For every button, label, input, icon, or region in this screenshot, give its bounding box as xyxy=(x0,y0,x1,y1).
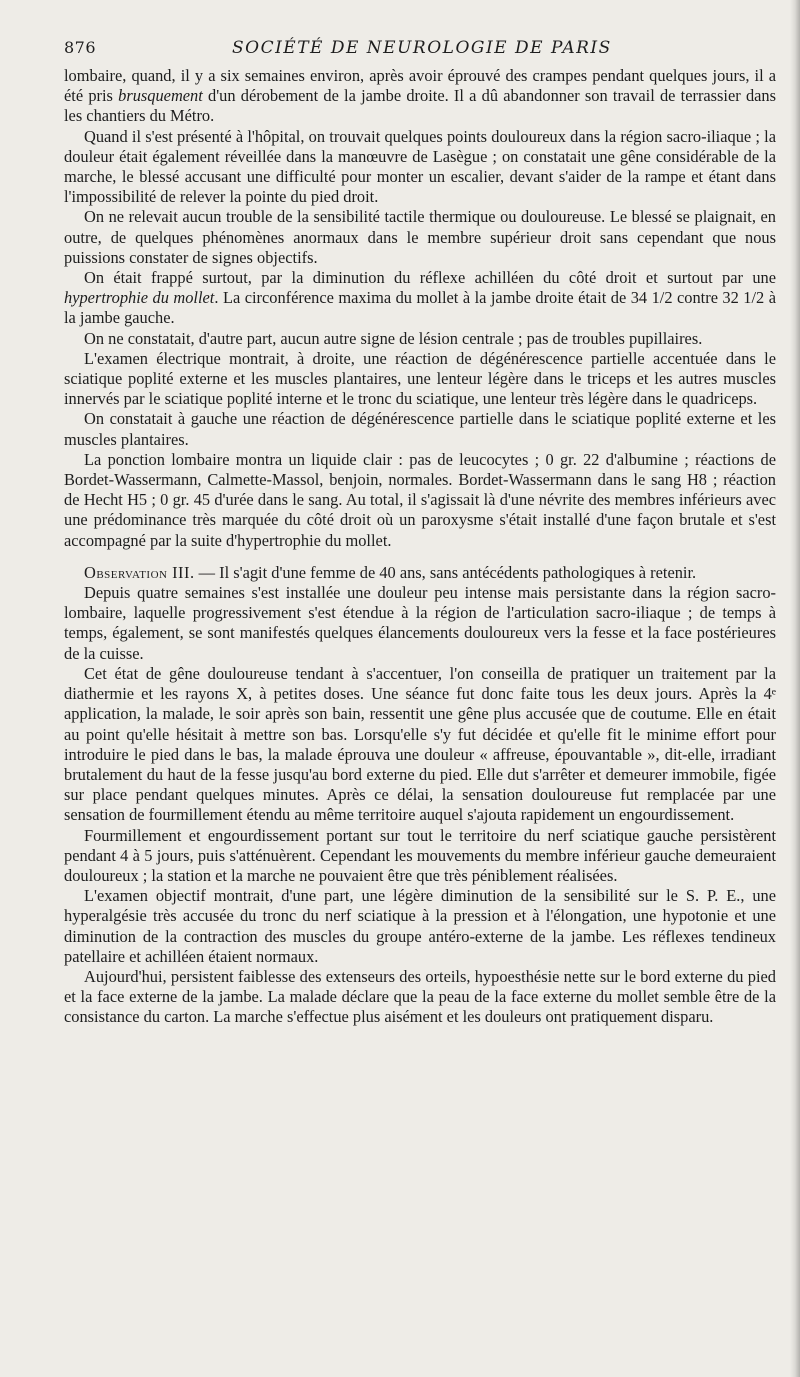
paragraph xyxy=(64,450,776,551)
paragraph-continuation xyxy=(64,66,776,127)
page-edge-shadow xyxy=(790,0,800,1377)
text-run: — Il s'agit d'une femme de 40 ans, sans antécédents pathologiques à retenir. xyxy=(194,562,697,582)
emphasis-text: brusquement xyxy=(118,86,203,106)
text-run: Cet état de gêne douloureuse tendant à s'accentuer, l'on conseilla de pratiquer un traitement par la diathermie et les rayons X, à petites doses. Une séance fut donc faite tous les deux jours. Après la 4ᵉ application, la malade, le soir après son bain, ressentit une gêne plus accusée que de coutume. Elle en était au point qu'elle hésitait à mettre son bas. Lorsqu'elle s'y fut décidée et qu'elle fit le minime effort pour introduire le pied dans le bas, la malade éprouva une douleur « affreuse, épouvantable », dit-elle, irradiant brutalement du haut de la fesse jusqu'au bord externe du pied. Elle dut s'arrêter et demeurer immobile, figée sur place pendant quelques minutes. Après ce délai, la sensation douloureuse fut remplacée par une sensation de fourmillement étendu au même territoire auquel s'ajouta rapidement un engourdissement. xyxy=(64,663,776,825)
paragraph xyxy=(64,329,776,349)
paragraph xyxy=(64,207,776,268)
text-run: L'examen électrique montrait, à droite, une réaction de dégénérescence partielle accentuée dans le sciatique poplité externe et les muscles plantaires, une lenteur légère dans le triceps et les autres muscles innervés par le sciatique poplité interne et le tronc du sciatique, une lenteur très légère dans le quadriceps. xyxy=(64,348,776,409)
running-title: SOCIÉTÉ DE NEUROLOGIE DE PARIS xyxy=(232,38,612,58)
paragraph xyxy=(64,127,776,208)
text-run: La ponction lombaire montra un liquide clair : pas de leucocytes ; 0 gr. 22 d'albumine ; réactions de Bordet-Wassermann, Calmette-Massol, benjoin, normales. Bordet-Wassermann dans le sang H8 ; réaction de Hecht H5 ; 0 gr. 45 d'urée dans le sang. Au total, il s'agissait là d'une névrite des membres inférieurs avec une prédominance très marquée du côté droit où un paroxysme s'était installé d'une façon brutale et s'est accompagné par la suite d'hypertrophie du mollet. xyxy=(64,449,776,550)
page-number: 876 xyxy=(64,38,97,57)
paragraph xyxy=(64,967,776,1028)
text-run: lombaire, quand, il y a six semaines environ, après avoir éprouvé des crampes pendant quelques jours, il a été pris xyxy=(64,66,776,106)
emphasis-text: hypertrophie du mollet xyxy=(64,288,215,308)
text-run: L'examen objectif montrait, d'une part, une légère diminution de la sensibilité sur le S. P. E., une hyperalgésie très accusée du tronc du nerf sciatique à la pression et à l'élongation, une hypotonie et une diminution de la contraction des muscles du groupe antéro-externe de la jambe. Les réflexes tendineux patellaire et achilléen étaient normaux. xyxy=(64,886,776,966)
text-run: . La circonférence maxima du mollet à la jambe droite était de 34 1/2 contre 32 1/2 à la jambe gauche. xyxy=(64,288,776,328)
paragraph xyxy=(64,886,776,967)
paragraph xyxy=(64,664,776,826)
text-run: d'un dérobement de la jambe droite. Il a dû abandonner son travail de terrassier dans les chantiers du Métro. xyxy=(64,86,776,126)
paragraph xyxy=(64,268,776,329)
text-run: Fourmillement et engourdissement portant sur tout le territoire du nerf sciatique gauche persistèrent pendant 4 à 5 jours, puis s'atténuèrent. Cependant les mouvements du membre inférieur gauche demeuraient douloureux ; la station et la marche ne pouvaient être que très péniblement réalisées. xyxy=(64,825,776,885)
text-run: Quand il s'est présenté à l'hôpital, on trouvait quelques points douloureux dans la région sacro-iliaque ; la douleur était également réveillée dans la manœuvre de Lasègue ; on constatait une gêne considérable de la marche, le blessé accusant une difficulté pour monter un escalier, devant s'aider de la rampe et étant dans l'impossibilité de relever la pointe du pied droit. xyxy=(64,126,776,207)
observation-label: Observation III. xyxy=(84,562,195,582)
paragraph xyxy=(64,826,776,887)
text-run: Depuis quatre semaines s'est installée une douleur peu intense mais persistante dans la région sacro-lombaire, laquelle progressivement s'est étendue à la région de l'articulation sacro-iliaque ; de temps à temps, également, se sont manifestés quelques élancements douloureux vers la fesse et la face postérieures de la cuisse. xyxy=(64,583,776,663)
text-run: On ne constatait, d'autre part, aucun autre signe de lésion centrale ; pas de troubles pupillaires. xyxy=(84,328,703,348)
body-text xyxy=(64,66,776,1028)
text-run: On était frappé surtout, par la diminution du réflexe achilléen du côté droit et surtout par une xyxy=(84,268,776,288)
paragraph xyxy=(64,349,776,410)
text-run: Aujourd'hui, persistent faiblesse des extenseurs des orteils, hypoesthésie nette sur le bord externe du pied et la face externe de la jambe. La malade déclare que la peau de la face externe du mollet semble être de la consistance du carton. La marche s'effectue plus aisément et les douleurs ont pratiquement disparu. xyxy=(64,966,776,1027)
text-run: On ne relevait aucun trouble de la sensibilité tactile thermique ou douloureuse. Le blessé se plaignait, en outre, de quelques phénomènes anormaux dans le membre supérieur droit sans cependant que nous puissions constater de signes objectifs. xyxy=(64,207,776,267)
observation-heading-paragraph xyxy=(64,563,776,583)
page-header xyxy=(64,38,770,64)
paragraph xyxy=(64,409,776,449)
paragraph xyxy=(64,583,776,664)
text-run: On constatait à gauche une réaction de dégénérescence partielle dans le sciatique poplité externe et les muscles plantaires. xyxy=(64,409,776,449)
